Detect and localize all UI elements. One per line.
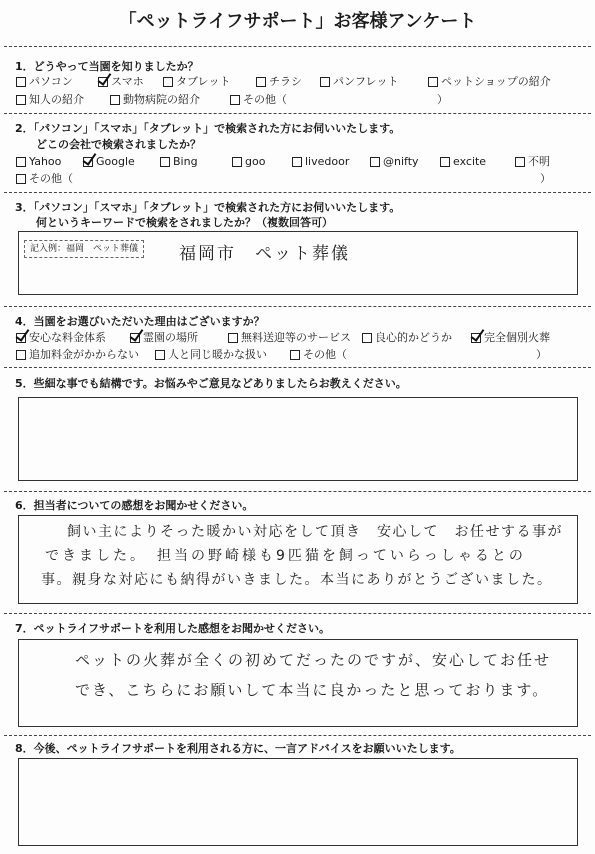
answer-box [18, 231, 578, 295]
option-pet-shop-referral [428, 75, 551, 89]
checkbox [98, 77, 108, 87]
check-mark-icon [83, 150, 97, 165]
checkbox [292, 157, 302, 167]
question-7 [0, 620, 595, 728]
option-label: 動物病院の紹介 [123, 93, 200, 106]
checkbox [16, 174, 26, 184]
option-flyer [256, 75, 302, 89]
question-subheading: どこの会社で検索されましたか？ [36, 138, 201, 151]
option-yahoo [16, 155, 61, 169]
section-divider [4, 306, 591, 307]
section-divider [4, 192, 591, 193]
answer-box [18, 515, 578, 604]
section-divider [4, 46, 591, 47]
other-close-paren: ） [540, 172, 551, 185]
option-excite [440, 155, 486, 169]
question-6 [0, 497, 595, 605]
question-subheading: 何というキーワードで検索をされましたか？（複数回答可） [36, 216, 333, 229]
option-label: その他（ [243, 93, 287, 106]
option-individual-cremation [471, 331, 550, 345]
example-label: 記入例：福岡 ペット葬儀 [24, 240, 144, 258]
section-divider [4, 367, 591, 368]
option-humanlike-care [155, 348, 267, 362]
checkbox [110, 95, 120, 105]
option-label: その他（ [29, 172, 73, 185]
option-livedoor [292, 155, 349, 169]
option-cemetery-location [130, 331, 198, 345]
checkbox [515, 157, 525, 167]
option-conscientiousness [362, 331, 452, 345]
option-label: チラシ [269, 75, 302, 88]
option-label: livedoor [305, 155, 350, 168]
option-nifty [370, 155, 419, 169]
option-label: @nifty [383, 155, 419, 168]
question-4 [0, 313, 595, 363]
option-label: 安心な料金体系 [29, 331, 106, 344]
question-heading: 7．ペットライフサポートを利用した感想をお聞かせください。 [15, 622, 330, 635]
option-label: 完全個別火葬 [484, 331, 550, 344]
checkbox [16, 157, 26, 167]
option-pamphlet [320, 75, 398, 89]
option-label: スマホ [111, 75, 144, 88]
option-bing [160, 155, 198, 169]
question-heading: 3．「パソコン」「スマホ」「タブレット」で検索された方にお伺いいたします。 [15, 201, 401, 214]
option-label: 不明 [528, 155, 550, 168]
answer-box [18, 758, 578, 846]
option-label: その他（ [303, 348, 347, 361]
option-pc [16, 75, 73, 89]
other-close-paren: ） [536, 348, 547, 361]
check-mark-icon [471, 326, 485, 341]
handwritten-answer: 福岡市 ペット葬儀 [179, 244, 350, 264]
option-acquaintance-referral [16, 93, 84, 107]
option-reliable-pricing [16, 331, 106, 345]
option-label: Yahoo [29, 155, 62, 168]
option-google [83, 155, 135, 169]
option-label: パンフレット [333, 75, 399, 88]
option-smartphone [98, 75, 144, 89]
handwritten-line: 事。親身な対応にも納得がいきました。本当にありがとうございました。 [41, 572, 553, 588]
checkbox [16, 350, 26, 360]
section-divider [4, 613, 591, 614]
checkbox [440, 157, 450, 167]
question-2 [0, 120, 595, 188]
option-label: Bing [173, 155, 198, 168]
checkbox [230, 95, 240, 105]
answer-box [18, 639, 578, 727]
checkbox [130, 333, 140, 343]
checkbox [155, 350, 165, 360]
option-tablet [163, 75, 230, 89]
checkbox [256, 77, 266, 87]
option-label: Google [96, 155, 135, 168]
survey-title: 「ペットライフサポート」お客様アンケート [118, 11, 477, 32]
checkbox [471, 333, 481, 343]
option-label: ペットショップの紹介 [441, 75, 551, 88]
checkbox [362, 333, 372, 343]
question-heading: 1．どうやって当園を知りましたか？ [15, 60, 199, 73]
question-3 [0, 199, 595, 297]
option-goo [232, 155, 265, 169]
checkbox [16, 333, 26, 343]
checkbox [83, 157, 93, 167]
checkbox [320, 77, 330, 87]
section-divider [4, 491, 591, 492]
handwritten-line: できました。 担当の野崎様も9匹猫を飼っていらっしゃるとの [45, 548, 526, 564]
option-label: 人と同じ暖かな扱い [168, 348, 267, 361]
question-5 [0, 375, 595, 483]
handwritten-line: でき、こちらにお願いして本当に良かったと思っております。 [75, 681, 550, 699]
option-label: 知人の紹介 [29, 93, 84, 106]
question-heading: 5．些細な事でも結構です。お悩みやご意見などありましたらお教えください。 [15, 377, 407, 390]
section-divider [4, 735, 591, 736]
other-close-paren: ） [437, 93, 448, 106]
option-unknown [515, 155, 550, 169]
option-other [230, 93, 287, 107]
answer-box [18, 397, 578, 481]
option-label: goo [245, 155, 266, 168]
question-heading: 2．「パソコン」「スマホ」「タブレット」で検索された方にお伺いいたします。 [15, 122, 401, 135]
checkbox [290, 350, 300, 360]
option-other [16, 172, 73, 186]
option-label: 無料送迎等のサービス [241, 331, 351, 344]
question-8 [0, 740, 595, 848]
option-label: 霊園の場所 [143, 331, 198, 344]
option-other [290, 348, 347, 362]
checkbox [160, 157, 170, 167]
handwritten-line: ペットの火葬が全くの初めてだったのですが、安心してお任せ [75, 651, 552, 669]
option-no-extra-fees [16, 348, 139, 362]
option-free-pickup-service [228, 331, 351, 345]
checkbox [16, 77, 26, 87]
checkbox [370, 157, 380, 167]
question-1 [0, 58, 595, 110]
option-label: excite [453, 155, 487, 168]
checkbox [428, 77, 438, 87]
checkbox [232, 157, 242, 167]
checkbox [228, 333, 238, 343]
option-label: 追加料金がかからない [29, 348, 139, 361]
handwritten-line: 飼い主によりそった暖かい対応をして頂き 安心して お任せする事が [67, 524, 563, 540]
option-label: タブレット [176, 75, 231, 88]
checkbox [16, 95, 26, 105]
question-heading: 6．担当者についての感想をお聞かせください。 [15, 499, 254, 512]
question-heading: 4．当園をお選びいただいた理由はございますか？ [15, 315, 265, 328]
section-divider [4, 113, 591, 114]
option-label: パソコン [29, 75, 73, 88]
question-heading: 8．今後、ペットライフサポートを利用される方に、一言アドバイスをお願いいたします。 [15, 742, 461, 755]
checkbox [163, 77, 173, 87]
option-label: 良心的かどうか [375, 331, 452, 344]
option-vet-referral [110, 93, 200, 107]
